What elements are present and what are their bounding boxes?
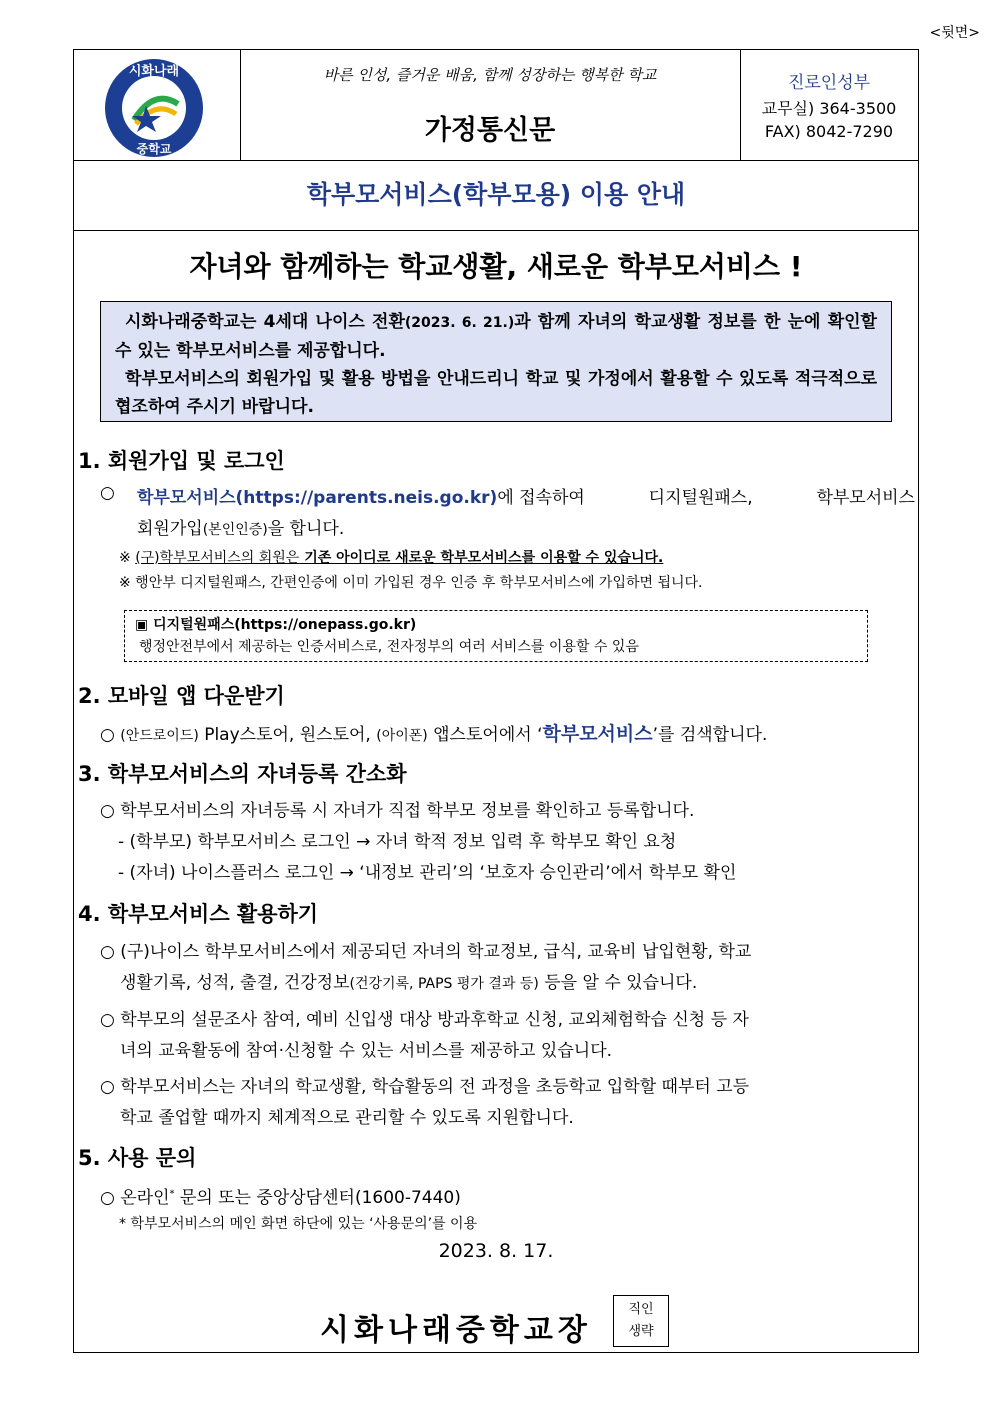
school-motto: 바른 인성, 즐거운 배움, 함께 성장하는 행복한 학교 — [323, 66, 657, 84]
seal-text-2: 생략 — [628, 1324, 654, 1339]
section-5-title: 5. 사용 문의 — [78, 1146, 197, 1170]
section-1-note-2: ※ 행안부 디지털원패스, 간편인증에 이미 가입된 경우 인증 후 학부모서비스에 가입하면 됩니다. — [119, 575, 703, 591]
department: 진로인성부 — [787, 73, 871, 93]
text: 회원가입 — [137, 519, 203, 539]
text: (안드로이드) — [120, 728, 199, 744]
header-title-cell — [240, 50, 741, 160]
footnote-mark: * — [169, 1188, 175, 1200]
section-1-note-1 — [119, 547, 663, 567]
document-kind: 가정통신문 — [424, 115, 556, 146]
section-3-line-3: - (자녀) 나이스플러스 로그인 → ‘내정보 관리’의 ‘보호자 승인관리’에서 학부모 확인 — [118, 863, 737, 883]
text: 기존 아이디로 새로운 학부모서비스를 이용할 수 있습니다. — [299, 550, 664, 566]
text: 디지털원패스, — [648, 488, 753, 508]
onepass-description: 행정안전부에서 제공하는 인증서비스로, 전자정부의 여러 서비스를 이용할 수 있음 — [139, 639, 639, 655]
text: (구)학부모서비스의 회원은 — [135, 550, 300, 566]
text: 문의 또는 중앙상담센터(1600-7440) — [174, 1188, 461, 1208]
seal-omitted-box — [613, 1295, 669, 1347]
bullet: ○ — [100, 483, 115, 503]
logo-text-top: 시화나래 — [128, 64, 180, 79]
section-5-note: * 학부모서비스의 메인 화면 하단에 있는 ‘사용문의’를 이용 — [119, 1216, 478, 1232]
onepass-title: ▣ 디지털원패스(https://onepass.go.kr) — [135, 617, 417, 633]
text: 등을 알 수 있습니다. — [538, 973, 698, 993]
principal-name: 시화나래중학교장 — [320, 1313, 592, 1348]
text: (건강기록, PAPS 평가 결과 등) — [349, 976, 539, 992]
intro-text: 시화나래중학교는 4세대 나이스 전환 — [125, 312, 405, 332]
section-5-line — [100, 1183, 461, 1208]
onepass-box — [124, 610, 868, 662]
section-4-bullet-3-line-1: ○ 학부모서비스는 자녀의 학교생활, 학습활동의 전 과정을 초등학교 입학할 때부터 고등 — [100, 1077, 750, 1097]
text: 을 합니다. — [267, 519, 345, 539]
text: 생활기록, 성적, 출결, 건강정보 — [120, 973, 350, 993]
text: Play스토어, 원스토어, — [198, 725, 377, 745]
issue-date: 2023. 8. 17. — [438, 1240, 554, 1262]
section-1-title: 1. 회원가입 및 로그인 — [78, 449, 285, 473]
text: 학부모서비스 — [816, 488, 915, 508]
header — [74, 50, 918, 161]
school-logo — [104, 58, 204, 158]
text: 에 접속하여 — [497, 488, 585, 508]
seal-text-1: 직인 — [628, 1302, 654, 1317]
section-4-title: 4. 학부모서비스 활용하기 — [78, 902, 319, 926]
section-4-bullet-2-line-2: 녀의 교육활동에 참여·신청할 수 있는 서비스를 제공하고 있습니다. — [120, 1041, 613, 1061]
text: ○ 온라인 — [100, 1188, 170, 1208]
phone-number: 교무실) 364-3500 — [761, 99, 897, 118]
intro-text: 과 함께 자녀의 학교생활 정보를 한 눈에 확인할 수 있는 학부모서비스를 제공합니다. — [115, 312, 877, 361]
section-4-bullet-1-line-2 — [120, 968, 697, 993]
section-3-title: 3. 학부모서비스의 자녀등록 간소화 — [78, 762, 407, 786]
section-1-line-1 — [137, 483, 915, 508]
document-frame — [73, 49, 919, 1353]
note-mark: ※ — [119, 550, 136, 566]
text: (본인인증) — [202, 522, 268, 538]
text: 앱스토어에서 ‘ — [427, 725, 543, 745]
fax-number: FAX) 8042-7290 — [764, 122, 894, 141]
logo-text-bottom: 중학교 — [136, 142, 172, 156]
text: (아이폰) — [376, 728, 428, 744]
section-3-line-1: ○ 학부모서비스의 자녀등록 시 자녀가 직접 학부모 정보를 확인하고 등록합니다. — [100, 801, 695, 821]
contact-cell — [740, 50, 918, 160]
intro-paragraph-1 — [115, 308, 877, 365]
page-note: <뒷면> — [929, 25, 980, 41]
intro-box — [100, 301, 892, 422]
app-name: 학부모서비스 — [542, 723, 653, 745]
section-4-bullet-3-line-2: 학교 졸업할 때까지 체계적으로 관리할 수 있도록 지원합니다. — [120, 1108, 574, 1128]
logo-cell — [74, 50, 241, 160]
section-4-bullet-2-line-1: ○ 학부모의 설문조사 참여, 예비 신입생 대상 방과후학교 신청, 교외체험학습 신청 등 자 — [100, 1010, 749, 1030]
intro-paragraph-2: 학부모서비스의 회원가입 및 활용 방법을 안내드리니 학교 및 가정에서 활용할 수 있도록 적극적으로 협조하여 주시기 바랍니다. — [115, 369, 877, 417]
document-title: 학부모서비스(학부모용) 이용 안내 — [74, 160, 918, 231]
text: ’를 검색합니다. — [652, 725, 768, 745]
section-4-bullet-1-line-1: ○ (구)나이스 학부모서비스에서 제공되던 자녀의 학교정보, 급식, 교육비 납입현황, 학교 — [100, 942, 752, 962]
headline: 자녀와 함께하는 학교생활, 새로운 학부모서비스 ! — [189, 250, 803, 283]
parents-link[interactable]: 학부모서비스(https://parents.neis.go.kr) — [137, 488, 498, 508]
section-2-title: 2. 모바일 앱 다운받기 — [78, 684, 285, 708]
section-2-line: ○ (안드로이드) Play스토어, 원스토어, (아이폰) 앱스토어에서 ‘학부모서비스’를 검색합니다. — [100, 723, 768, 745]
intro-date: (2023. 6. 21.) — [404, 315, 515, 331]
section-3-line-2: - (학부모) 학부모서비스 로그인 → 자녀 학적 정보 입력 후 학부모 확인 요청 — [118, 832, 677, 852]
section-1-line-2 — [137, 514, 344, 539]
